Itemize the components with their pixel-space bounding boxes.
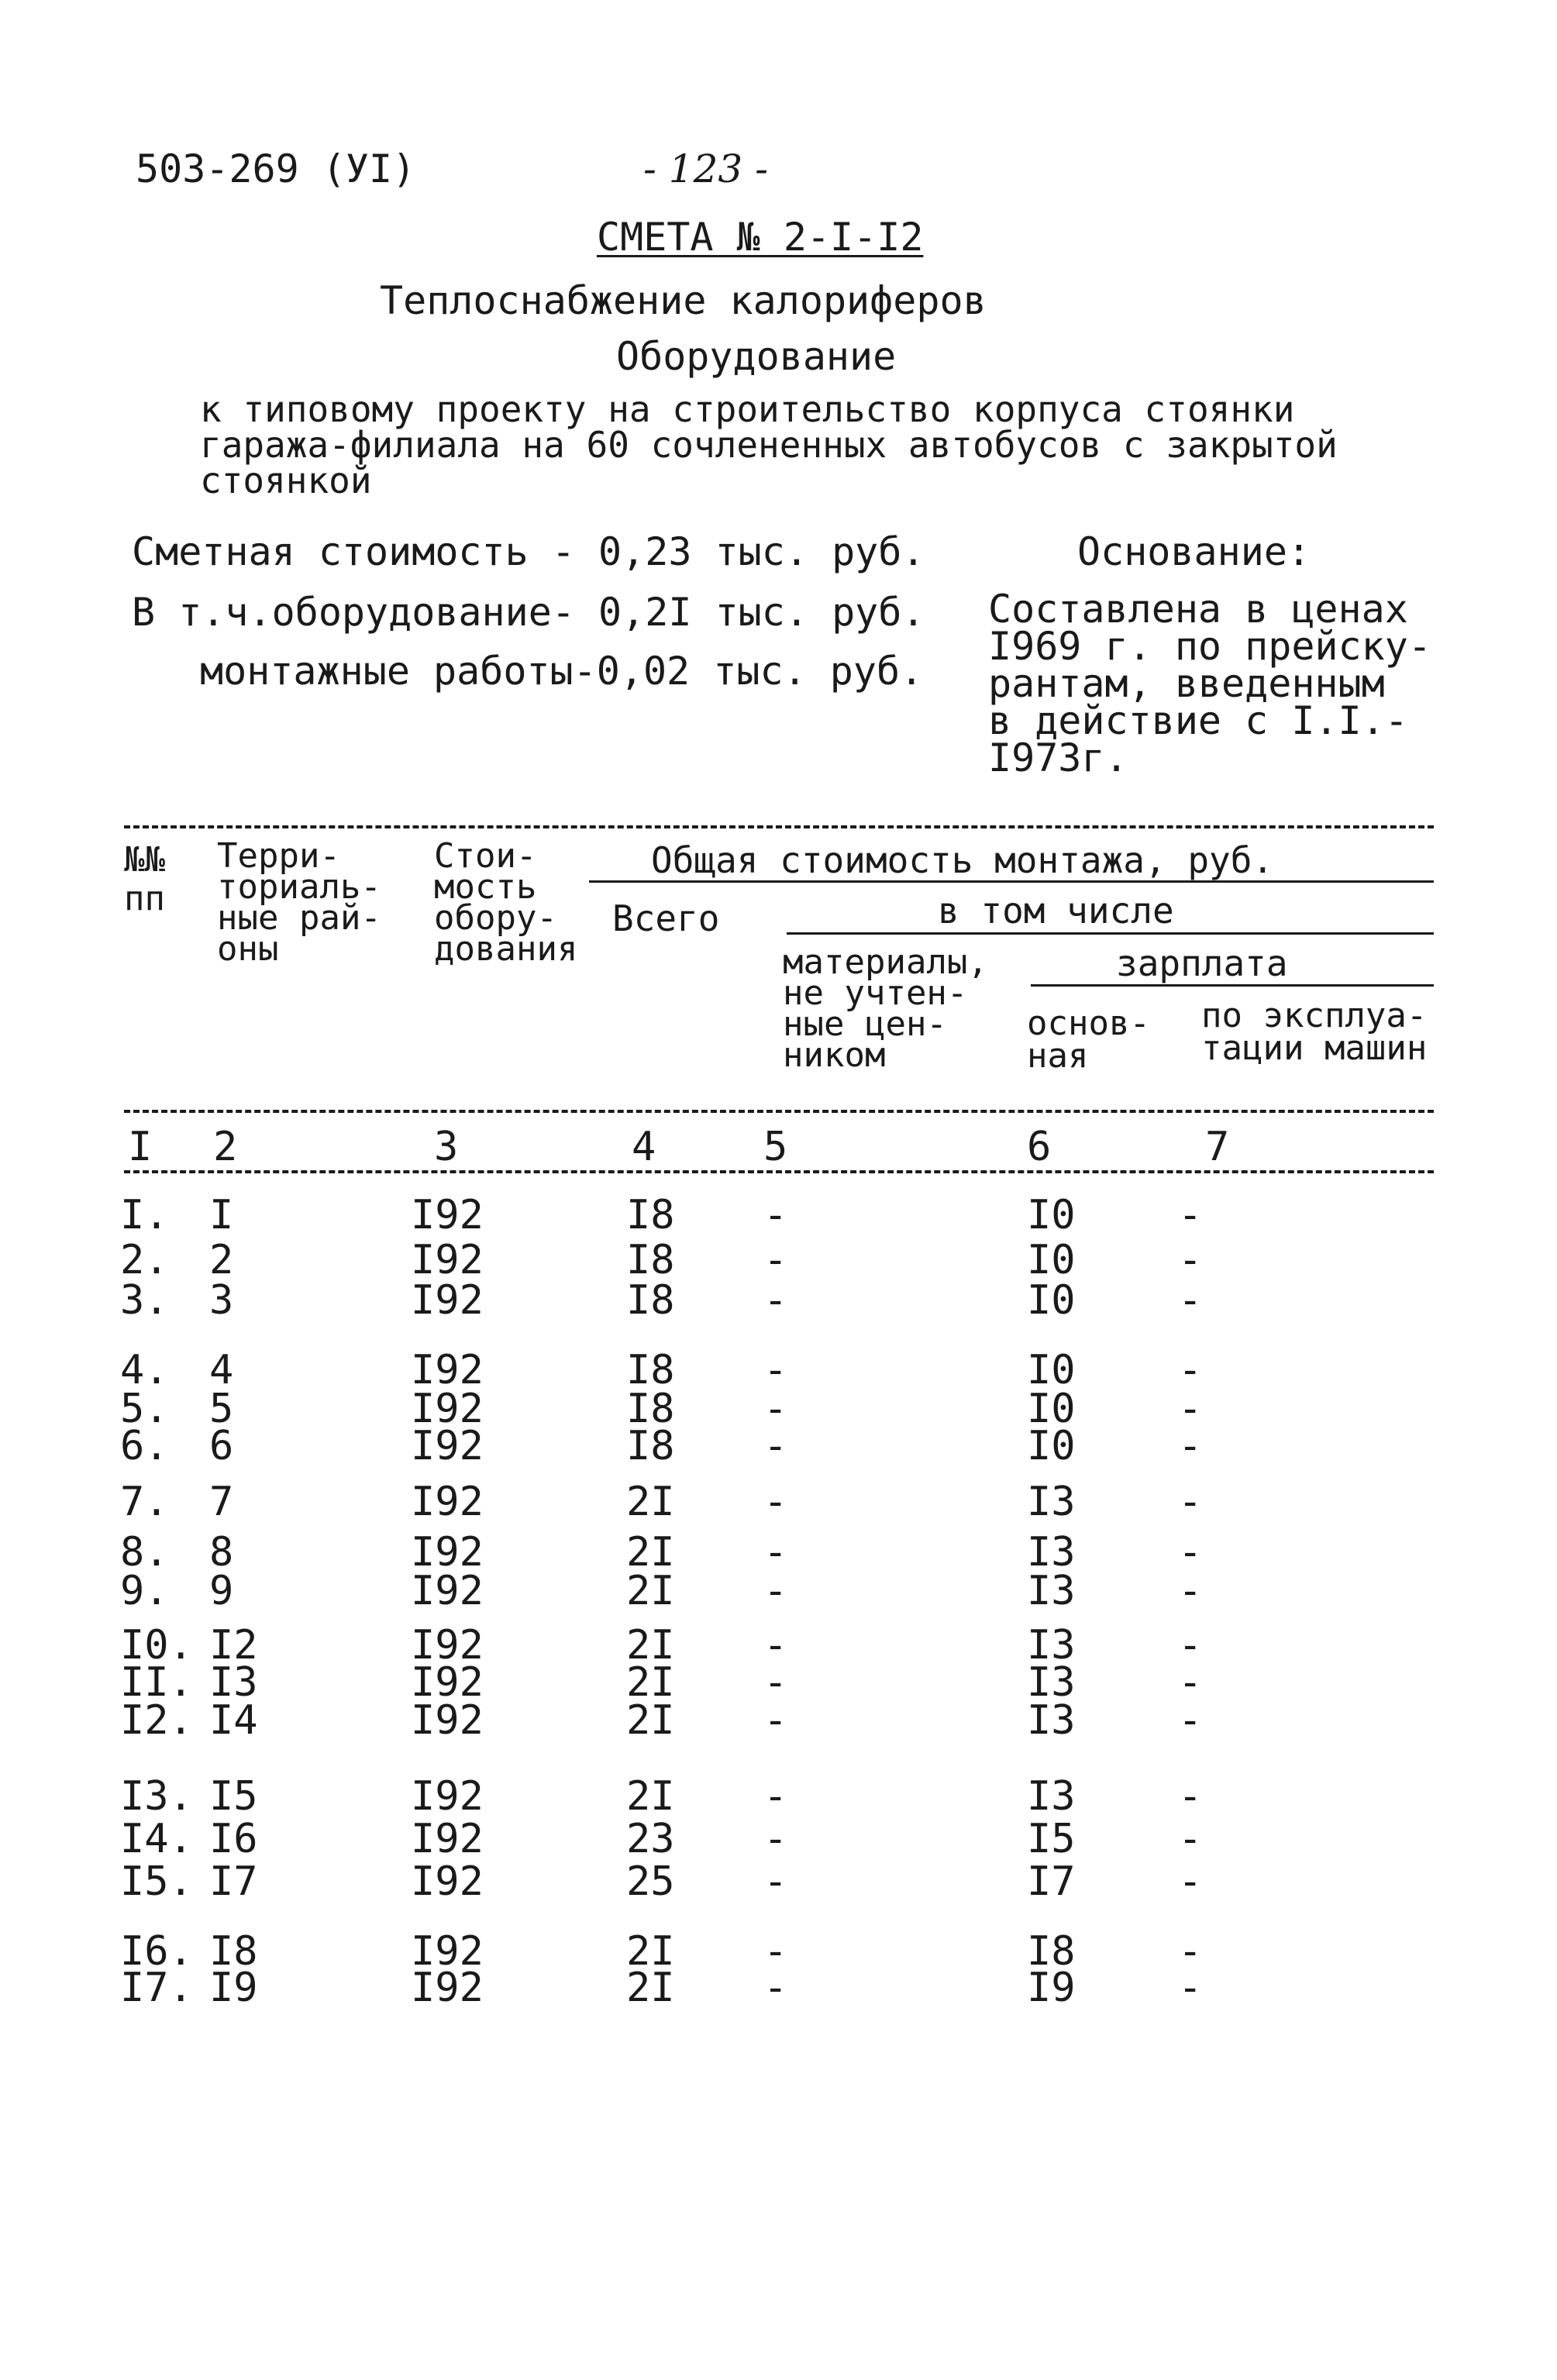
row-number: І2. [120,1697,193,1744]
machines-cell: - [1178,1659,1203,1706]
machines-cell: - [1178,1622,1203,1669]
total-cell: 2І [626,1479,675,1525]
wages-underline [1031,984,1434,987]
materials-cell: - [763,1479,788,1525]
row-number: 2. [120,1237,169,1283]
basis-text [988,587,1431,780]
total-cell: І8 [626,1237,675,1283]
header-total: Всего [612,897,720,939]
basic-wages-cell: І5 [1027,1816,1076,1862]
basic-wages-cell: І3 [1027,1529,1076,1576]
col-number: 5 [763,1124,788,1170]
estimate-section: Оборудование [616,334,897,379]
header-materials: материалы, не учтен- ные цен- ником [783,942,988,1075]
row-number: ІІ. [120,1659,193,1706]
basis-line: в действие с І.І.- [988,698,1408,743]
machines-cell: - [1178,1479,1203,1525]
materials-cell: - [763,1659,788,1706]
region-cell: 9 [209,1568,234,1614]
col-number: 6 [1027,1124,1052,1170]
row-number: 5. [120,1386,169,1432]
region-cell: 4 [209,1347,234,1393]
total-cell: 2І [626,1529,675,1576]
equipment-cell: І92 [411,1237,484,1283]
header-wages: зарплата [1116,942,1288,984]
row-number: І7. [120,1965,193,2011]
col-number: І [128,1124,153,1170]
machines-cell: - [1178,1192,1203,1238]
materials-cell: - [763,1529,788,1576]
materials-cell: - [763,1386,788,1432]
row-number: І6. [120,1928,193,1975]
machines-cell: - [1178,1858,1203,1905]
total-cell: 2І [626,1659,675,1706]
equipment-cell: І92 [411,1697,484,1744]
row-number: 8. [120,1529,169,1576]
basic-wages-cell: І3 [1027,1773,1076,1820]
region-cell: 3 [209,1277,234,1324]
region-cell: І8 [209,1928,258,1975]
basic-wages-cell: І3 [1027,1659,1076,1706]
materials-cell: - [763,1568,788,1614]
region-cell: 6 [209,1423,234,1469]
col-number: 2 [213,1124,238,1170]
materials-cell: - [763,1192,788,1238]
col-number: 4 [632,1124,656,1170]
region-cell: І [209,1192,234,1238]
machines-cell: - [1178,1277,1203,1324]
header-equipment-cost: Стои- мость обору- дования [434,836,578,969]
project-line: стоянкой [200,460,372,501]
equipment-cell: І92 [411,1347,484,1393]
basic-wages-cell: І8 [1027,1928,1076,1975]
machines-cell: - [1178,1347,1203,1393]
project-line: к типовому проекту на строительство корпуса стоянки [200,388,1295,430]
header-bottom-rule [124,1110,1434,1113]
equipment-cell: І92 [411,1659,484,1706]
region-cell: І2 [209,1622,258,1669]
total-cell: І8 [626,1423,675,1469]
total-cell: І8 [626,1277,675,1324]
region-cell: 5 [209,1386,234,1432]
col-number: 3 [434,1124,459,1170]
basic-wages-cell: І0 [1027,1277,1076,1324]
header-machine-operation: по эксплуа- тации машин [1201,996,1428,1068]
region-cell: 8 [209,1529,234,1576]
basic-wages-cell: І0 [1027,1347,1076,1393]
machines-cell: - [1178,1928,1203,1975]
materials-cell: - [763,1773,788,1820]
materials-cell: - [763,1347,788,1393]
materials-cell: - [763,1423,788,1469]
machines-cell: - [1178,1568,1203,1614]
region-cell: 7 [209,1479,234,1525]
total-cell: 23 [626,1816,675,1862]
basic-wages-cell: І0 [1027,1423,1076,1469]
including-underline [787,932,1434,935]
header-including: в том числе [938,890,1174,932]
basis-line: Составлена в ценах [988,587,1408,632]
basic-wages-cell: І0 [1027,1386,1076,1432]
equipment-cell: І92 [411,1816,484,1862]
equipment-cell: І92 [411,1386,484,1432]
equipment-cell: І92 [411,1858,484,1905]
basic-wages-cell: І0 [1027,1192,1076,1238]
basic-wages-cell: І9 [1027,1965,1076,2011]
col-number: 7 [1205,1124,1230,1170]
basis-line: І969 г. по прейску- [988,624,1431,669]
basic-wages-cell: І7 [1027,1858,1076,1905]
total-cell: 2І [626,1928,675,1975]
col-numbers-rule [124,1170,1434,1173]
materials-cell: - [763,1237,788,1283]
machines-cell: - [1178,1773,1203,1820]
basic-wages-cell: І3 [1027,1622,1076,1669]
doc-code: 503-269 (УІ) [136,146,416,191]
region-cell: І3 [209,1659,258,1706]
row-number: І. [120,1192,169,1238]
estimated-cost: Сметная стоимость - 0,23 тыс. руб. [132,529,925,574]
estimate-subject: Теплоснабжение калориферов [380,278,987,323]
total-cell: І8 [626,1192,675,1238]
materials-cell: - [763,1816,788,1862]
row-number: І5. [120,1858,193,1905]
materials-cell: - [763,1858,788,1905]
basis-heading: Основание: [1077,529,1311,574]
machines-cell: - [1178,1965,1203,2011]
equipment-cost: В т.ч.оборудование- 0,2І тыс. руб. [132,590,925,635]
row-number: 4. [120,1347,169,1393]
row-number: І3. [120,1773,193,1820]
estimate-title: СМЕТА № 2-І-І2 [597,215,924,260]
region-cell: І9 [209,1965,258,2011]
equipment-cell: І92 [411,1568,484,1614]
equipment-cell: І92 [411,1277,484,1324]
row-number: 3. [120,1277,169,1324]
machines-cell: - [1178,1697,1203,1744]
total-cell: 2І [626,1697,675,1744]
header-row-number: №№ пп [124,840,165,918]
equipment-cell: І92 [411,1192,484,1238]
project-description [200,388,1338,501]
equipment-cell: І92 [411,1965,484,2011]
total-cell: 2І [626,1965,675,2011]
materials-cell: - [763,1622,788,1669]
basis-line: І973г. [988,735,1128,780]
region-cell: І7 [209,1858,258,1905]
materials-cell: - [763,1928,788,1975]
total-cell: І8 [626,1347,675,1393]
total-cell: 25 [626,1858,675,1905]
machines-cell: - [1178,1529,1203,1576]
region-cell: І6 [209,1816,258,1862]
materials-cell: - [763,1965,788,2011]
table-top-rule [124,825,1434,828]
equipment-cell: І92 [411,1928,484,1975]
total-cell: 2І [626,1622,675,1669]
equipment-cell: І92 [411,1423,484,1469]
equipment-cell: І92 [411,1529,484,1576]
machines-cell: - [1178,1237,1203,1283]
row-number: І0. [120,1622,193,1669]
total-cell: 2І [626,1568,675,1614]
basic-wages-cell: І0 [1027,1237,1076,1283]
header-basic-wages: основ- ная [1027,1004,1150,1076]
row-number: 9. [120,1568,169,1614]
machines-cell: - [1178,1816,1203,1862]
region-cell: І4 [209,1697,258,1744]
page-number: - 123 - [643,146,769,191]
row-number: 6. [120,1423,169,1469]
machines-cell: - [1178,1423,1203,1469]
total-cell: 2І [626,1773,675,1820]
total-cell: І8 [626,1386,675,1432]
region-cell: 2 [209,1237,234,1283]
group-underline [589,880,1434,883]
installation-cost: монтажные работы-0,02 тыс. руб. [200,649,924,694]
machines-cell: - [1178,1386,1203,1432]
row-number: 7. [120,1479,169,1525]
materials-cell: - [763,1277,788,1324]
equipment-cell: І92 [411,1479,484,1525]
materials-cell: - [763,1697,788,1744]
row-number: І4. [120,1816,193,1862]
project-line: гаража-филиала на 60 сочлененных автобусов с закрытой [200,424,1338,466]
equipment-cell: І92 [411,1773,484,1820]
header-region: Терри- ториаль- ные рай- оны [217,836,381,969]
header-installation-group: Общая стоимость монтажа, руб. [651,839,1274,881]
basic-wages-cell: І3 [1027,1568,1076,1614]
basis-line: рантам, введенным [988,661,1385,706]
region-cell: І5 [209,1773,258,1820]
basic-wages-cell: І3 [1027,1697,1076,1744]
basic-wages-cell: І3 [1027,1479,1076,1525]
equipment-cell: І92 [411,1622,484,1669]
